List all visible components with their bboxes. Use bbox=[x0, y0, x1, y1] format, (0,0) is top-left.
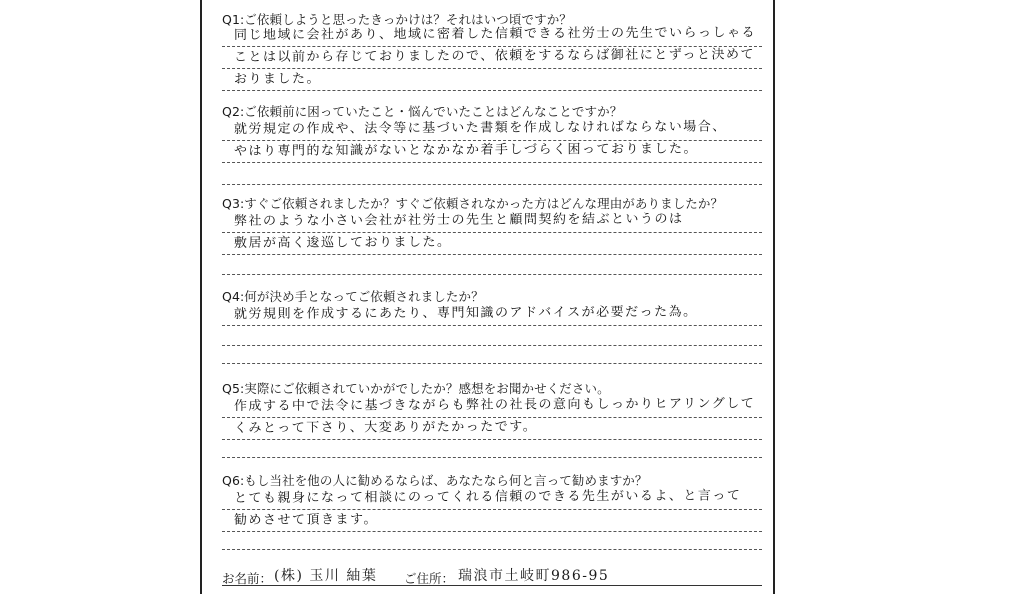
answer-rule bbox=[222, 254, 762, 255]
answer-rule bbox=[222, 162, 762, 163]
answer-rule bbox=[222, 345, 762, 346]
answer-line: 作成する中で法令に基づきながらも弊社の社長の意向もしっかりヒアリングして bbox=[233, 396, 756, 414]
name-label: お名前： bbox=[222, 571, 273, 586]
question-text: Q6:もし当社を他の人に勧めるならば、あなたなら何と言って勧めますか？ bbox=[222, 473, 648, 488]
address-value: 瑞浪市土岐町986-95 bbox=[458, 568, 610, 584]
answer-line: 同じ地域に会社があり、地域に密着した信頼できる社労士の先生でいらっしゃる bbox=[233, 25, 757, 43]
answer-rule bbox=[222, 457, 762, 458]
question-text: Q3:すぐご依頼されましたか？すぐご依頼されなかった方はどんな理由がありましたか？ bbox=[222, 196, 724, 211]
questionnaire-sheet bbox=[200, 0, 775, 594]
question-text: Q2:ご依頼前に困っていたこと・悩んでいたことはどんなことですか？ bbox=[222, 104, 623, 119]
answer-line: おりました。 bbox=[233, 71, 322, 87]
answer-rule bbox=[222, 531, 762, 532]
answer-rule bbox=[222, 549, 762, 550]
answer-rule bbox=[222, 509, 762, 510]
respondent-info bbox=[222, 563, 762, 591]
answer-line: ことは以前から存じておりましたので、依頼をするならば御社にとずっと決めて bbox=[233, 47, 755, 65]
answer-rule bbox=[222, 439, 762, 440]
answer-line: とても親身になって相談にのってくれる信頼のできる先生がいるよ、と言って bbox=[233, 488, 742, 506]
answer-line: 勧めさせて頂きます。 bbox=[233, 512, 379, 528]
question-text: Q4:何が決め手となってご依頼されましたか？ bbox=[222, 289, 484, 304]
answer-rule bbox=[222, 232, 762, 233]
question-text: Q5:実際にご依頼されていかがでしたか？感想をお聞かせください。 bbox=[222, 381, 610, 396]
answer-rule bbox=[222, 68, 762, 69]
answer-line: 就労規則を作成するにあたり、専門知識のアドバイスが必要だった為。 bbox=[233, 304, 698, 322]
answer-rule bbox=[222, 363, 762, 364]
answer-rule bbox=[222, 90, 762, 91]
answer-line: くみとって下さり、大変ありがたかったです。 bbox=[233, 419, 538, 436]
answer-rule bbox=[222, 184, 762, 185]
answer-line: 弊社のような小さい会社が社労士の先生と顧問契約を結ぶというのは bbox=[233, 211, 684, 229]
name-value: (株) 玉川 紬葉 bbox=[274, 568, 378, 584]
answer-line: 敷居が高く逡巡しておりました。 bbox=[233, 234, 452, 251]
answer-rule bbox=[222, 325, 762, 326]
answer-line: やはり専門的な知識がないとなかなか着手しづらく困っておりました。 bbox=[233, 141, 699, 159]
address-label: ご住所： bbox=[404, 571, 455, 586]
answer-line: 就労規定の作成や、法令等に基づいた書類を作成しなければならない場合、 bbox=[233, 119, 727, 137]
answer-rule bbox=[222, 274, 762, 275]
footer-rule bbox=[222, 585, 762, 586]
question-text: Q1:ご依頼しようと思ったきっかけは？それはいつ頃ですか？ bbox=[222, 12, 572, 27]
